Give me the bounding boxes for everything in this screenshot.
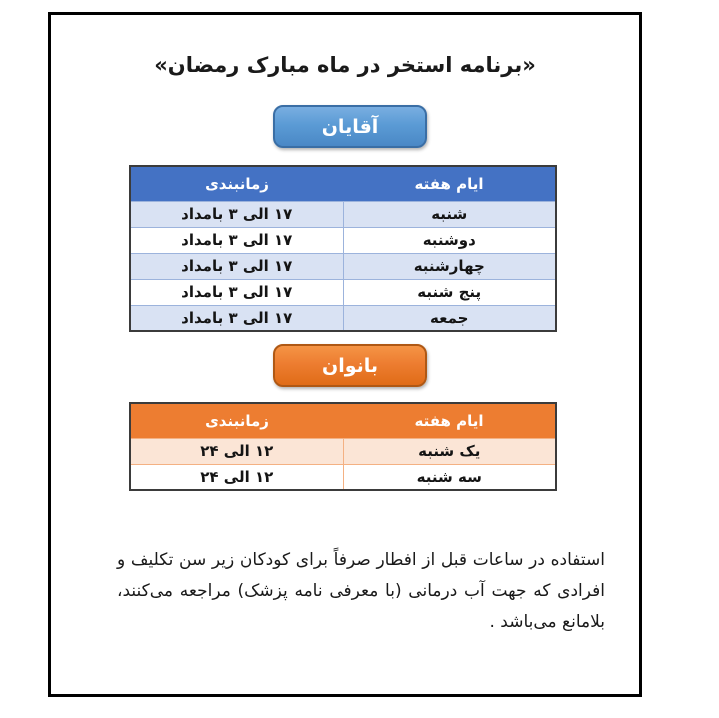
men-day-column-header: ایام هفته [343, 166, 556, 201]
time-cell: ۱۷ الی ۳ بامداد [130, 305, 343, 331]
footer-note: استفاده در ساعات قبل از افطار صرفاً برای کودکان زیر سن تکلیف و افرادی که جهت آب درمانی (با معرفی نامه پزشک) مراجعه می‌کنند، بلامانع می‌باشد . [117, 550, 605, 632]
day-cell: شنبه [343, 201, 556, 227]
women-day-column-header: ایام هفته [343, 403, 556, 438]
men-table-header-row [130, 166, 556, 201]
day-cell: دوشنبه [343, 227, 556, 253]
time-cell: ۱۷ الی ۳ بامداد [130, 227, 343, 253]
table-row [130, 227, 556, 253]
time-cell: ۱۷ الی ۳ بامداد [130, 201, 343, 227]
day-cell: جمعه [343, 305, 556, 331]
women-schedule-table [129, 402, 557, 491]
men-time-column-header: زمانبندی [130, 166, 343, 201]
day-cell: چهارشنبه [343, 253, 556, 279]
day-cell: پنج شنبه [343, 279, 556, 305]
men-section-button-label: آقایان [321, 115, 379, 138]
women-time-column-header: زمانبندی [130, 403, 343, 438]
men-schedule-table [129, 165, 557, 332]
time-cell: ۱۷ الی ۳ بامداد [130, 279, 343, 305]
table-row [130, 253, 556, 279]
day-cell: سه شنبه [343, 464, 556, 490]
table-row [130, 201, 556, 227]
table-row [130, 464, 556, 490]
day-cell: یک شنبه [343, 438, 556, 464]
women-table-header-row [130, 403, 556, 438]
women-section-button-label: بانوان [321, 354, 379, 377]
table-row [130, 305, 556, 331]
time-cell: ۱۷ الی ۳ بامداد [130, 253, 343, 279]
table-row [130, 438, 556, 464]
table-row [130, 279, 556, 305]
document-title: «برنامه استخر در ماه مبارک رمضان» [154, 53, 536, 77]
time-cell: ۱۲ الی ۲۴ [130, 464, 343, 490]
page-frame [48, 12, 642, 697]
time-cell: ۱۲ الی ۲۴ [130, 438, 343, 464]
men-section-button[interactable] [273, 105, 427, 148]
women-section-button[interactable] [273, 344, 427, 387]
